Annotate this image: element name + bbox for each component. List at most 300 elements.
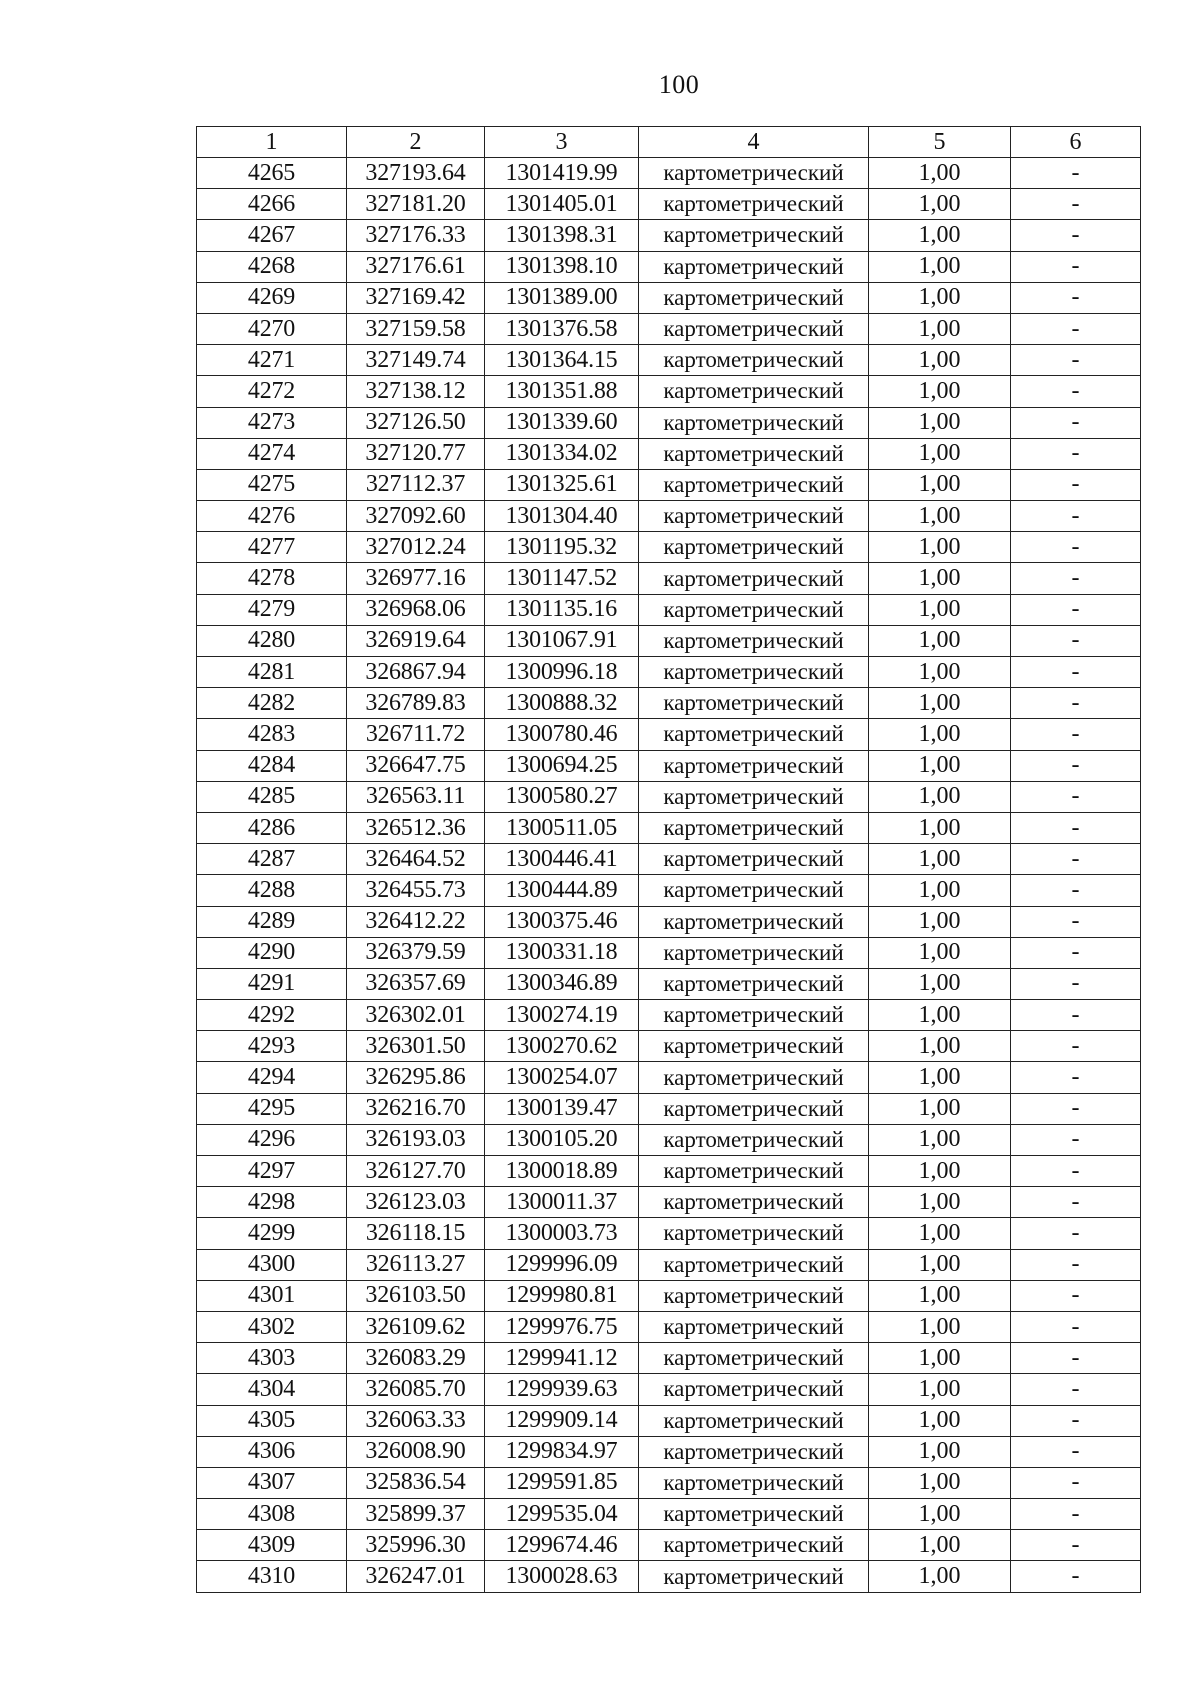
coordinates-table [196,126,1141,1593]
y-coordinate-cell: 1300346.89 [485,968,639,999]
point-number-cell: 4309 [197,1530,347,1561]
x-coordinate-cell: 325836.54 [347,1467,485,1498]
point-number-cell: 4287 [197,844,347,875]
y-coordinate-cell: 1301135.16 [485,594,639,625]
column-header-6: 6 [1011,127,1141,158]
y-coordinate-cell: 1300580.27 [485,781,639,812]
point-number-cell: 4284 [197,750,347,781]
accuracy-cell: 1,00 [869,1031,1011,1062]
note-cell: - [1011,189,1141,220]
accuracy-cell: 1,00 [869,1499,1011,1530]
method-cell: картометрический [639,1062,869,1093]
y-coordinate-cell: 1299909.14 [485,1405,639,1436]
accuracy-cell: 1,00 [869,875,1011,906]
method-cell: картометрический [639,251,869,282]
x-coordinate-cell: 327012.24 [347,532,485,563]
y-coordinate-cell: 1301147.52 [485,563,639,594]
y-coordinate-cell: 1301364.15 [485,345,639,376]
column-header-5: 5 [869,127,1011,158]
table-row [197,625,1141,656]
point-number-cell: 4297 [197,1156,347,1187]
method-cell: картометрический [639,781,869,812]
point-number-cell: 4301 [197,1280,347,1311]
accuracy-cell: 1,00 [869,220,1011,251]
table-row [197,1405,1141,1436]
x-coordinate-cell: 326789.83 [347,688,485,719]
table-row [197,657,1141,688]
accuracy-cell: 1,00 [869,345,1011,376]
note-cell: - [1011,345,1141,376]
x-coordinate-cell: 326867.94 [347,657,485,688]
point-number-cell: 4302 [197,1311,347,1342]
point-number-cell: 4294 [197,1062,347,1093]
method-cell: картометрический [639,750,869,781]
point-number-cell: 4310 [197,1561,347,1592]
table-row [197,1374,1141,1405]
x-coordinate-cell: 325899.37 [347,1499,485,1530]
accuracy-cell: 1,00 [869,719,1011,750]
method-cell: картометрический [639,719,869,750]
accuracy-cell: 1,00 [869,1405,1011,1436]
x-coordinate-cell: 327149.74 [347,345,485,376]
table-row [197,563,1141,594]
x-coordinate-cell: 326357.69 [347,968,485,999]
x-coordinate-cell: 326464.52 [347,844,485,875]
table-header-row [197,127,1141,158]
point-number-cell: 4298 [197,1187,347,1218]
point-number-cell: 4304 [197,1374,347,1405]
column-header-2: 2 [347,127,485,158]
accuracy-cell: 1,00 [869,1280,1011,1311]
note-cell: - [1011,1062,1141,1093]
y-coordinate-cell: 1300780.46 [485,719,639,750]
y-coordinate-cell: 1300003.73 [485,1218,639,1249]
x-coordinate-cell: 326711.72 [347,719,485,750]
method-cell: картометрический [639,1187,869,1218]
note-cell: - [1011,563,1141,594]
y-coordinate-cell: 1299980.81 [485,1280,639,1311]
method-cell: картометрический [639,1280,869,1311]
method-cell: картометрический [639,1530,869,1561]
method-cell: картометрический [639,313,869,344]
point-number-cell: 4274 [197,438,347,469]
table-row [197,1031,1141,1062]
x-coordinate-cell: 326379.59 [347,937,485,968]
table-row [197,1249,1141,1280]
x-coordinate-cell: 326127.70 [347,1156,485,1187]
y-coordinate-cell: 1300375.46 [485,906,639,937]
y-coordinate-cell: 1300888.32 [485,688,639,719]
method-cell: картометрический [639,1374,869,1405]
column-header-3: 3 [485,127,639,158]
note-cell: - [1011,1156,1141,1187]
table-body [197,158,1141,1593]
method-cell: картометрический [639,1467,869,1498]
x-coordinate-cell: 326113.27 [347,1249,485,1280]
x-coordinate-cell: 326085.70 [347,1374,485,1405]
method-cell: картометрический [639,1561,869,1592]
table-row [197,501,1141,532]
y-coordinate-cell: 1300331.18 [485,937,639,968]
note-cell: - [1011,376,1141,407]
note-cell: - [1011,313,1141,344]
x-coordinate-cell: 326968.06 [347,594,485,625]
note-cell: - [1011,1280,1141,1311]
accuracy-cell: 1,00 [869,438,1011,469]
method-cell: картометрический [639,594,869,625]
table-row [197,220,1141,251]
page-number: 100 [658,70,700,99]
x-coordinate-cell: 326008.90 [347,1436,485,1467]
table-row [197,968,1141,999]
point-number-cell: 4303 [197,1343,347,1374]
accuracy-cell: 1,00 [869,657,1011,688]
method-cell: картометрический [639,1156,869,1187]
note-cell: - [1011,251,1141,282]
x-coordinate-cell: 327169.42 [347,282,485,313]
table-row [197,1000,1141,1031]
y-coordinate-cell: 1299834.97 [485,1436,639,1467]
point-number-cell: 4280 [197,625,347,656]
point-number-cell: 4271 [197,345,347,376]
method-cell: картометрический [639,189,869,220]
y-coordinate-cell: 1299941.12 [485,1343,639,1374]
method-cell: картометрический [639,625,869,656]
table-row [197,1187,1141,1218]
note-cell: - [1011,625,1141,656]
y-coordinate-cell: 1301419.99 [485,158,639,189]
accuracy-cell: 1,00 [869,532,1011,563]
point-number-cell: 4282 [197,688,347,719]
method-cell: картометрический [639,968,869,999]
x-coordinate-cell: 326977.16 [347,563,485,594]
y-coordinate-cell: 1301376.58 [485,313,639,344]
point-number-cell: 4290 [197,937,347,968]
x-coordinate-cell: 327120.77 [347,438,485,469]
point-number-cell: 4306 [197,1436,347,1467]
accuracy-cell: 1,00 [869,469,1011,500]
x-coordinate-cell: 327092.60 [347,501,485,532]
accuracy-cell: 1,00 [869,1436,1011,1467]
table-row [197,812,1141,843]
note-cell: - [1011,407,1141,438]
accuracy-cell: 1,00 [869,781,1011,812]
method-cell: картометрический [639,906,869,937]
column-header-4: 4 [639,127,869,158]
x-coordinate-cell: 326216.70 [347,1093,485,1124]
table-row [197,1467,1141,1498]
point-number-cell: 4286 [197,812,347,843]
note-cell: - [1011,501,1141,532]
y-coordinate-cell: 1300028.63 [485,1561,639,1592]
method-cell: картометрический [639,1405,869,1436]
note-cell: - [1011,1374,1141,1405]
accuracy-cell: 1,00 [869,376,1011,407]
table-row [197,313,1141,344]
x-coordinate-cell: 327126.50 [347,407,485,438]
point-number-cell: 4281 [197,657,347,688]
method-cell: картометрический [639,1093,869,1124]
table-row [197,719,1141,750]
table-row [197,750,1141,781]
x-coordinate-cell: 327159.58 [347,313,485,344]
x-coordinate-cell: 326063.33 [347,1405,485,1436]
method-cell: картометрический [639,501,869,532]
accuracy-cell: 1,00 [869,251,1011,282]
accuracy-cell: 1,00 [869,1218,1011,1249]
accuracy-cell: 1,00 [869,844,1011,875]
accuracy-cell: 1,00 [869,313,1011,344]
y-coordinate-cell: 1301195.32 [485,532,639,563]
accuracy-cell: 1,00 [869,189,1011,220]
accuracy-cell: 1,00 [869,282,1011,313]
y-coordinate-cell: 1301389.00 [485,282,639,313]
accuracy-cell: 1,00 [869,1156,1011,1187]
point-number-cell: 4270 [197,313,347,344]
table-row [197,875,1141,906]
method-cell: картометрический [639,1499,869,1530]
accuracy-cell: 1,00 [869,1530,1011,1561]
x-coordinate-cell: 327181.20 [347,189,485,220]
point-number-cell: 4285 [197,781,347,812]
x-coordinate-cell: 326083.29 [347,1343,485,1374]
note-cell: - [1011,719,1141,750]
point-number-cell: 4292 [197,1000,347,1031]
method-cell: картометрический [639,1249,869,1280]
table-row [197,1499,1141,1530]
x-coordinate-cell: 326193.03 [347,1124,485,1155]
method-cell: картометрический [639,844,869,875]
x-coordinate-cell: 327112.37 [347,469,485,500]
point-number-cell: 4279 [197,594,347,625]
x-coordinate-cell: 326301.50 [347,1031,485,1062]
x-coordinate-cell: 326123.03 [347,1187,485,1218]
point-number-cell: 4288 [197,875,347,906]
note-cell: - [1011,937,1141,968]
note-cell: - [1011,282,1141,313]
method-cell: картометрический [639,1436,869,1467]
table-row [197,937,1141,968]
note-cell: - [1011,812,1141,843]
method-cell: картометрический [639,532,869,563]
point-number-cell: 4300 [197,1249,347,1280]
table-row [197,1062,1141,1093]
point-number-cell: 4276 [197,501,347,532]
x-coordinate-cell: 327176.61 [347,251,485,282]
method-cell: картометрический [639,376,869,407]
method-cell: картометрический [639,812,869,843]
note-cell: - [1011,1311,1141,1342]
x-coordinate-cell: 326247.01 [347,1561,485,1592]
note-cell: - [1011,1405,1141,1436]
table-row [197,282,1141,313]
point-number-cell: 4273 [197,407,347,438]
method-cell: картометрический [639,1218,869,1249]
point-number-cell: 4305 [197,1405,347,1436]
table-row [197,376,1141,407]
method-cell: картометрический [639,220,869,251]
x-coordinate-cell: 326118.15 [347,1218,485,1249]
y-coordinate-cell: 1300139.47 [485,1093,639,1124]
y-coordinate-cell: 1300996.18 [485,657,639,688]
y-coordinate-cell: 1299939.63 [485,1374,639,1405]
note-cell: - [1011,158,1141,189]
x-coordinate-cell: 327138.12 [347,376,485,407]
y-coordinate-cell: 1300018.89 [485,1156,639,1187]
y-coordinate-cell: 1300511.05 [485,812,639,843]
method-cell: картометрический [639,345,869,376]
y-coordinate-cell: 1301334.02 [485,438,639,469]
table-row [197,1343,1141,1374]
accuracy-cell: 1,00 [869,688,1011,719]
x-coordinate-cell: 326302.01 [347,1000,485,1031]
y-coordinate-cell: 1301325.61 [485,469,639,500]
method-cell: картометрический [639,688,869,719]
note-cell: - [1011,1093,1141,1124]
x-coordinate-cell: 326109.62 [347,1311,485,1342]
y-coordinate-cell: 1300270.62 [485,1031,639,1062]
table-row [197,1436,1141,1467]
x-coordinate-cell: 326412.22 [347,906,485,937]
table-row [197,1530,1141,1561]
method-cell: картометрический [639,158,869,189]
method-cell: картометрический [639,1311,869,1342]
note-cell: - [1011,438,1141,469]
method-cell: картометрический [639,563,869,594]
note-cell: - [1011,906,1141,937]
table-row [197,469,1141,500]
x-coordinate-cell: 325996.30 [347,1530,485,1561]
y-coordinate-cell: 1301339.60 [485,407,639,438]
y-coordinate-cell: 1301398.31 [485,220,639,251]
method-cell: картометрический [639,1000,869,1031]
accuracy-cell: 1,00 [869,594,1011,625]
note-cell: - [1011,1249,1141,1280]
column-header-1: 1 [197,127,347,158]
table-row [197,1311,1141,1342]
point-number-cell: 4293 [197,1031,347,1062]
point-number-cell: 4266 [197,189,347,220]
table-row [197,688,1141,719]
note-cell: - [1011,1499,1141,1530]
accuracy-cell: 1,00 [869,1311,1011,1342]
y-coordinate-cell: 1301398.10 [485,251,639,282]
note-cell: - [1011,594,1141,625]
point-number-cell: 4308 [197,1499,347,1530]
table-row [197,1156,1141,1187]
method-cell: картометрический [639,438,869,469]
note-cell: - [1011,220,1141,251]
point-number-cell: 4299 [197,1218,347,1249]
table-row [197,438,1141,469]
x-coordinate-cell: 326455.73 [347,875,485,906]
accuracy-cell: 1,00 [869,1093,1011,1124]
x-coordinate-cell: 326103.50 [347,1280,485,1311]
method-cell: картометрический [639,1343,869,1374]
note-cell: - [1011,875,1141,906]
point-number-cell: 4275 [197,469,347,500]
y-coordinate-cell: 1300444.89 [485,875,639,906]
table-row [197,532,1141,563]
point-number-cell: 4295 [197,1093,347,1124]
note-cell: - [1011,532,1141,563]
accuracy-cell: 1,00 [869,937,1011,968]
y-coordinate-cell: 1300105.20 [485,1124,639,1155]
table-row [197,189,1141,220]
accuracy-cell: 1,00 [869,968,1011,999]
accuracy-cell: 1,00 [869,1343,1011,1374]
accuracy-cell: 1,00 [869,1561,1011,1592]
accuracy-cell: 1,00 [869,563,1011,594]
accuracy-cell: 1,00 [869,1374,1011,1405]
table-row [197,345,1141,376]
y-coordinate-cell: 1300274.19 [485,1000,639,1031]
y-coordinate-cell: 1299591.85 [485,1467,639,1498]
table-row [197,158,1141,189]
point-number-cell: 4278 [197,563,347,594]
y-coordinate-cell: 1301067.91 [485,625,639,656]
method-cell: картометрический [639,469,869,500]
note-cell: - [1011,1530,1141,1561]
table-row [197,1218,1141,1249]
table-row [197,844,1141,875]
accuracy-cell: 1,00 [869,158,1011,189]
point-number-cell: 4289 [197,906,347,937]
table-row [197,407,1141,438]
note-cell: - [1011,657,1141,688]
point-number-cell: 4268 [197,251,347,282]
accuracy-cell: 1,00 [869,1187,1011,1218]
accuracy-cell: 1,00 [869,1000,1011,1031]
table-row [197,1280,1141,1311]
method-cell: картометрический [639,937,869,968]
note-cell: - [1011,1031,1141,1062]
method-cell: картометрический [639,1031,869,1062]
x-coordinate-cell: 326647.75 [347,750,485,781]
note-cell: - [1011,1218,1141,1249]
note-cell: - [1011,781,1141,812]
y-coordinate-cell: 1300254.07 [485,1062,639,1093]
x-coordinate-cell: 326512.36 [347,812,485,843]
point-number-cell: 4307 [197,1467,347,1498]
point-number-cell: 4291 [197,968,347,999]
method-cell: картометрический [639,875,869,906]
note-cell: - [1011,1000,1141,1031]
point-number-cell: 4265 [197,158,347,189]
accuracy-cell: 1,00 [869,501,1011,532]
method-cell: картометрический [639,657,869,688]
method-cell: картометрический [639,1124,869,1155]
y-coordinate-cell: 1299976.75 [485,1311,639,1342]
table-row [197,781,1141,812]
y-coordinate-cell: 1300694.25 [485,750,639,781]
accuracy-cell: 1,00 [869,906,1011,937]
table-row [197,251,1141,282]
note-cell: - [1011,688,1141,719]
table-row [197,594,1141,625]
y-coordinate-cell: 1301351.88 [485,376,639,407]
note-cell: - [1011,1343,1141,1374]
y-coordinate-cell: 1300011.37 [485,1187,639,1218]
accuracy-cell: 1,00 [869,1124,1011,1155]
note-cell: - [1011,750,1141,781]
accuracy-cell: 1,00 [869,750,1011,781]
note-cell: - [1011,1187,1141,1218]
point-number-cell: 4267 [197,220,347,251]
y-coordinate-cell: 1300446.41 [485,844,639,875]
x-coordinate-cell: 327193.64 [347,158,485,189]
point-number-cell: 4272 [197,376,347,407]
